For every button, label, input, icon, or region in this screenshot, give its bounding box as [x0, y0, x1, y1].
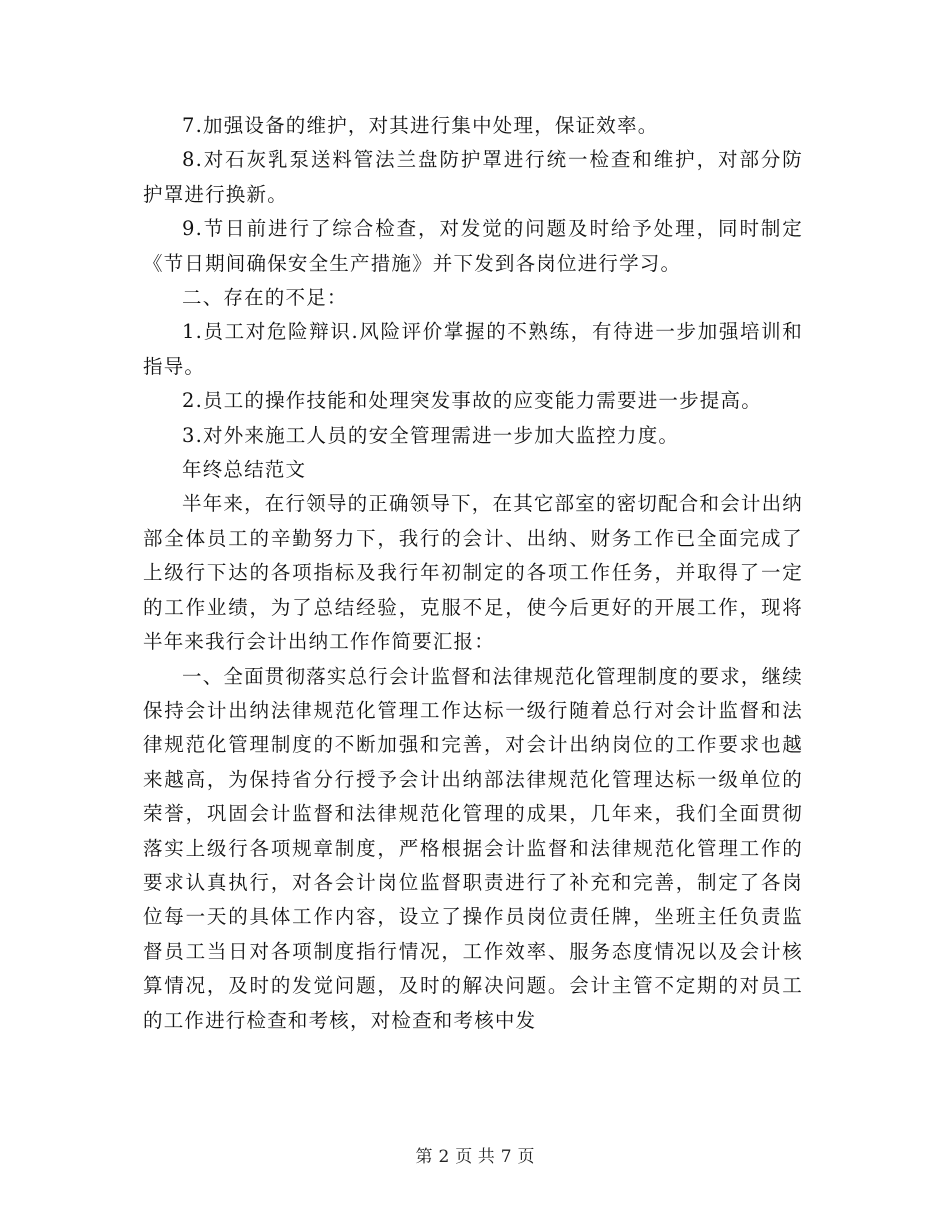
footer-middle: 页 共 — [455, 1147, 495, 1167]
paragraph-item-9: 9.节日前进行了综合检查，对发觉的问题及时给予处理，同时制定《节日期间确保安全生产措施》并下发到各岗位进行学习。 — [143, 217, 803, 275]
document-body — [143, 109, 803, 1038]
footer-suffix: 页 — [517, 1147, 535, 1167]
footer-current-page: 2 — [438, 1147, 450, 1167]
document-subtitle: 年终总结范文 — [182, 458, 307, 482]
paragraph-item-7: 7.加强设备的维护，对其进行集中处理，保证效率。 — [182, 114, 659, 137]
paragraph-intro: 半年来，在行领导的正确领导下，在其它部室的密切配合和会计出纳部全体员工的辛勤努力下，我行的会计、出纳、财务工作已全面完成了上级行下达的各项指标及我行年初制定的各项工作任务，并取得了一定的工作业绩，为了总结经验，克服不足，使今后更好的开展工作，现将半年来我行会计出纳工作作简要汇报： — [143, 492, 804, 654]
page-footer — [0, 1142, 950, 1167]
section-heading-shortcomings: 二、存在的不足： — [182, 286, 348, 310]
footer-prefix: 第 — [415, 1147, 433, 1167]
paragraph-shortcoming-1: 1.员工对危险辩识.风险评价掌握的不熟练，有待进一步加强培训和指导。 — [143, 320, 803, 378]
paragraph-item-8: 8.对石灰乳泵送料管法兰盘防护罩进行统一检查和维护，对部分防护罩进行换新。 — [143, 148, 803, 206]
paragraph-section-one: 一、全面贯彻落实总行会计监督和法律规范化管理制度的要求，继续保持会计出纳法律规范化管理工作达标一级行随着总行对会计监督和法律规范化管理制度的不断加强和完善，对会计出纳岗位的工作要求也越来越高，为保持省分行授予会计出纳部法律规范化管理达标一级单位的荣誉，巩固会计监督和法律规范化管理的成果，几年来，我们全面贯彻落实上级行各项规章制度，严格根据会计监督和法律规范化管理工作的要求认真执行，对各会计岗位监督职责进行了补充和完善，制定了各岗位每一天的具体工作内容，设立了操作员岗位责任牌，坐班主任负责监督员工当日对各项制度指行情况，工作效率、服务态度情况以及会计核算情况，及时的发觉问题，及时的解决问题。会计主管不定期的对员工的工作进行检查和考核，对检查和考核中发 — [143, 664, 804, 1032]
footer-total-pages: 7 — [500, 1147, 512, 1167]
paragraph-shortcoming-2: 2.员工的操作技能和处理突发事故的应变能力需要进一步提高。 — [182, 389, 762, 413]
paragraph-shortcoming-3: 3.对外来施工人员的安全管理需进一步加大监控力度。 — [182, 423, 680, 447]
